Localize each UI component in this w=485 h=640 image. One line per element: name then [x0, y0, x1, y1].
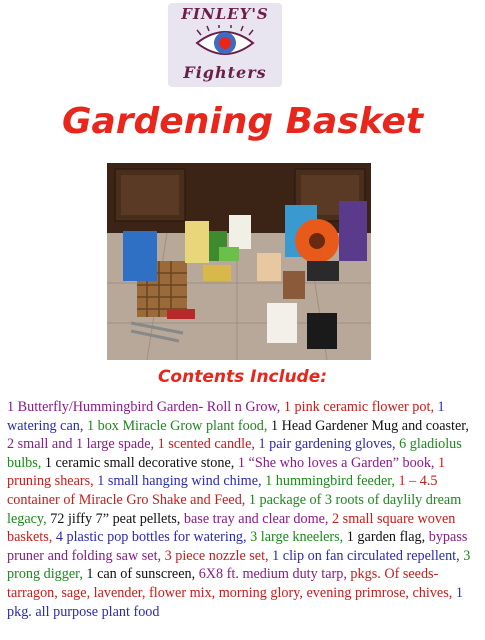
content-item: 6X8 ft. medium duty tarp,: [195, 566, 347, 583]
content-item: 1 ceramic small decorative stone,: [41, 454, 235, 471]
finleys-fighters-logo: [168, 3, 282, 87]
content-item: 1 pkg. all purpose plant food: [7, 584, 463, 620]
content-item: 1 – 4.5 container of Miracle Gro Shake and Feed,: [7, 473, 438, 508]
content-item: 1 Head Gardener Mug and coaster,: [267, 417, 469, 434]
eye-icon: [195, 25, 255, 61]
content-item: 1 pair gardening gloves,: [254, 436, 396, 453]
content-item: 1 clip on fan circulated repellent,: [268, 547, 460, 564]
content-item: 1 Butterfly/Hummingbird Garden- Roll n Grow,: [7, 399, 281, 415]
content-item: 2 small square woven baskets,: [7, 510, 456, 546]
contents-heading: Contents Include:: [157, 367, 328, 387]
content-item: 1 watering can,: [7, 399, 445, 434]
content-item: 4 plastic pop bottles for watering,: [52, 529, 247, 546]
page-title: Gardening Basket: [61, 101, 424, 142]
content-item: 1 box Miracle Grow plant food,: [83, 417, 268, 434]
content-item: 1 pink ceramic flower pot,: [280, 399, 434, 415]
content-item: 3 piece nozzle set,: [161, 547, 269, 564]
content-item: 3 prong digger,: [7, 547, 471, 583]
content-item: 1 small hanging wind chime,: [93, 473, 262, 490]
content-item: 1 scented candle,: [154, 436, 255, 453]
content-item: 6 gladiolus bulbs,: [7, 436, 462, 471]
content-item: 2 small and 1 large spade,: [7, 436, 155, 453]
content-item: 1 pruning shears,: [7, 454, 446, 490]
content-item: 1 can of sunscreen,: [82, 566, 196, 583]
content-item: 1 hummingbird feeder,: [261, 473, 395, 490]
content-item: 1 “She who loves a Garden” book,: [234, 454, 435, 471]
content-item: 3 large kneelers,: [246, 529, 344, 546]
content-item: 1 package of 3 roots of daylily dream legacy,: [7, 491, 462, 527]
logo-bottom-text: Fighters: [183, 63, 267, 82]
contents-list: [7, 398, 479, 621]
content-item: 72 jiffy 7” peat pellets,: [46, 510, 181, 527]
basket-photo-illustration: [107, 163, 371, 360]
gardening-basket-photo: [107, 163, 371, 360]
content-item: base tray and clear dome,: [180, 510, 329, 527]
content-item: bypass pruner and folding saw set,: [7, 529, 468, 564]
content-item: pkgs. Of seeds- tarragon, sage, lavender, flower mix, morning glory, evening primrose, chives,: [7, 566, 453, 601]
logo-top-text: FINLEY'S: [181, 5, 269, 23]
content-item: 1 garden flag,: [343, 529, 426, 546]
